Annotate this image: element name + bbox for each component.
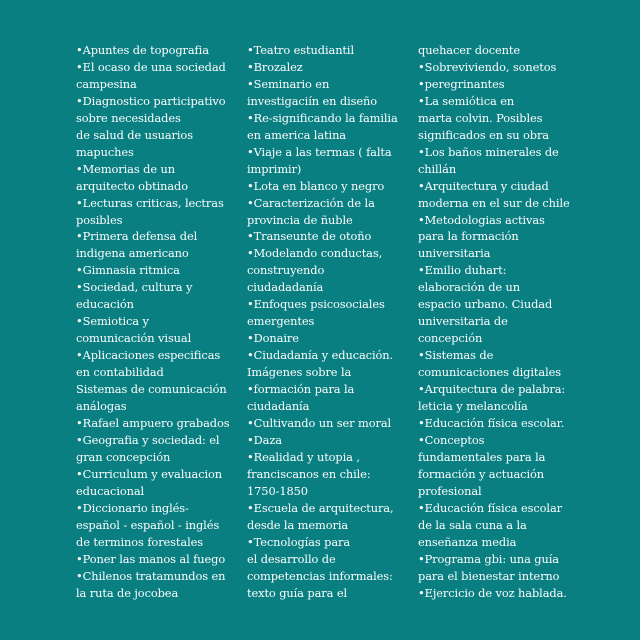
title-line: •Aplicaciones especificas <box>76 348 221 363</box>
title-line: imprimir) <box>247 161 302 176</box>
title-line: ciudadanía <box>247 399 310 414</box>
title-line: •Metodologias activas <box>418 212 545 227</box>
title-line: •La semiótica en <box>418 93 515 108</box>
title-line: fundamentales para la <box>418 449 546 464</box>
title-line: la ruta de jocobea <box>76 585 179 600</box>
title-line: •Tecnologías para <box>247 534 351 549</box>
title-line: franciscanos en chile: <box>247 466 371 481</box>
title-line: educacional <box>76 483 145 498</box>
title-line: comunicación visual <box>76 331 192 346</box>
title-line: •Diagnostico participativo <box>76 93 226 108</box>
title-line: •Ciudadanía y educación. <box>247 348 394 363</box>
title-line: •Apuntes de topografia <box>76 43 209 57</box>
title-line: competencias informales: <box>247 568 393 583</box>
title-line: de terminos forestales <box>76 534 204 549</box>
title-line: en america latina <box>247 127 346 142</box>
title-line: •Daza <box>247 432 282 447</box>
title-line: •Conceptos <box>418 432 485 447</box>
title-line: •Arquitectura y ciudad <box>418 178 549 193</box>
title-column-1 <box>76 42 242 601</box>
title-line: en contabilidad <box>76 365 164 380</box>
title-line: construyendo <box>247 263 325 278</box>
title-line: •Lecturas criticas, lectras <box>76 195 224 210</box>
title-line: educación <box>76 297 134 312</box>
title-line: •Viaje a las termas ( falta <box>247 144 392 159</box>
title-line: •Arquitectura de palabra: <box>418 382 566 397</box>
title-line: •Sobreviviendo, sonetos <box>418 59 557 74</box>
title-line: •Enfoques psicosociales <box>247 297 385 312</box>
title-line: •Realidad y utopia , <box>247 449 360 464</box>
title-line: •Cultivando un ser moral <box>247 415 392 430</box>
title-line: •Teatro estudiantil <box>247 43 354 57</box>
title-line: leticia y melancolía <box>418 399 528 414</box>
title-line: enseñanza media <box>418 534 517 549</box>
title-line: comunicaciones digitales <box>418 365 562 380</box>
title-line: •peregrinantes <box>418 76 505 91</box>
title-line: •Geografia y sociedad: el <box>76 432 220 447</box>
title-line: •Curriculum y evaluacion <box>76 466 223 481</box>
title-line: universitaria de <box>418 314 508 329</box>
title-line: espacio urbano. Ciudad <box>418 297 553 312</box>
title-line: •Diccionario inglés- <box>76 500 189 515</box>
title-line: •Transeunte de otoño <box>247 229 372 244</box>
title-line: para el bienestar interno <box>418 568 560 583</box>
title-line: chillán <box>418 161 457 176</box>
title-line: •Educación física escolar <box>418 500 563 515</box>
title-line: •Donaire <box>247 331 299 346</box>
title-line: ciudadadanía <box>247 280 324 295</box>
title-line: universitaria <box>418 246 491 261</box>
title-line: gran concepción <box>76 449 171 464</box>
title-line: •Lota en blanco y negro <box>247 178 385 193</box>
title-line: •Modelando conductas, <box>247 246 383 261</box>
title-line: provincia de ñuble <box>247 212 353 227</box>
title-line: de la sala cuna a la <box>418 517 527 532</box>
title-line: •Los baños minerales de <box>418 144 559 159</box>
title-line: profesional <box>418 483 482 498</box>
title-line: investigaciín en diseño <box>247 93 378 108</box>
title-line: concepción <box>418 331 483 346</box>
title-line: •Emilio duhart: <box>418 263 507 278</box>
title-line: •Primera defensa del <box>76 229 198 244</box>
title-line: •Brozalez <box>247 59 303 74</box>
title-line: elaboración de un <box>418 280 521 295</box>
title-line: español - español - inglés <box>76 517 220 532</box>
title-line: moderna en el sur de chile <box>418 195 570 210</box>
title-line: •Poner las manos al fuego <box>76 551 226 566</box>
title-line: •Ejercicio de voz hablada. <box>418 585 567 600</box>
title-line: •Chilenos tratamundos en <box>76 568 226 583</box>
title-line: •Sociedad, cultura y <box>76 280 193 295</box>
title-line: para la formación <box>418 229 519 244</box>
title-line: el desarrollo de <box>247 551 336 566</box>
title-line: de salud de usuarios <box>76 127 193 142</box>
title-line: •Educación física escolar. <box>418 415 565 430</box>
title-line: •Escuela de arquitectura, <box>247 500 394 515</box>
title-line: sobre necesidades <box>76 110 181 125</box>
title-line: texto guía para el <box>247 585 348 600</box>
title-line: marta colvin. Posibles <box>418 110 543 125</box>
title-line: •Seminario en <box>247 76 330 91</box>
title-line: posibles <box>76 212 123 227</box>
title-line: •Gimnasia ritmica <box>76 263 180 278</box>
title-line: formación y actuación <box>418 466 544 481</box>
title-line: •Re-significando la familia <box>247 110 398 125</box>
title-line: significados en su obra <box>418 127 549 142</box>
title-line: Sistemas de comunicación <box>76 382 227 397</box>
title-line: indigena americano <box>76 246 189 261</box>
title-line: •Memorias de un <box>76 161 175 176</box>
title-line: •Semiotica y <box>76 314 149 329</box>
title-line: •Rafael ampuero grabados <box>76 415 230 430</box>
title-line: •El ocaso de una sociedad <box>76 59 226 74</box>
title-line: campesina <box>76 76 137 91</box>
title-column-3 <box>418 42 588 601</box>
title-line: quehacer docente <box>418 43 521 57</box>
title-line: emergentes <box>247 314 315 329</box>
title-line: •Programa gbi: una guía <box>418 551 559 566</box>
title-line: •Sistemas de <box>418 348 494 363</box>
title-line: •Caracterización de la <box>247 195 375 210</box>
title-line: 1750-1850 <box>247 483 308 498</box>
title-line: •formación para la <box>247 382 355 397</box>
title-line: arquitecto obtinado <box>76 178 189 193</box>
title-column-2 <box>247 42 413 601</box>
title-line: desde la memoria <box>247 517 349 532</box>
title-line: análogas <box>76 399 127 414</box>
title-line: Imágenes sobre la <box>247 365 352 380</box>
title-line: mapuches <box>76 144 134 159</box>
